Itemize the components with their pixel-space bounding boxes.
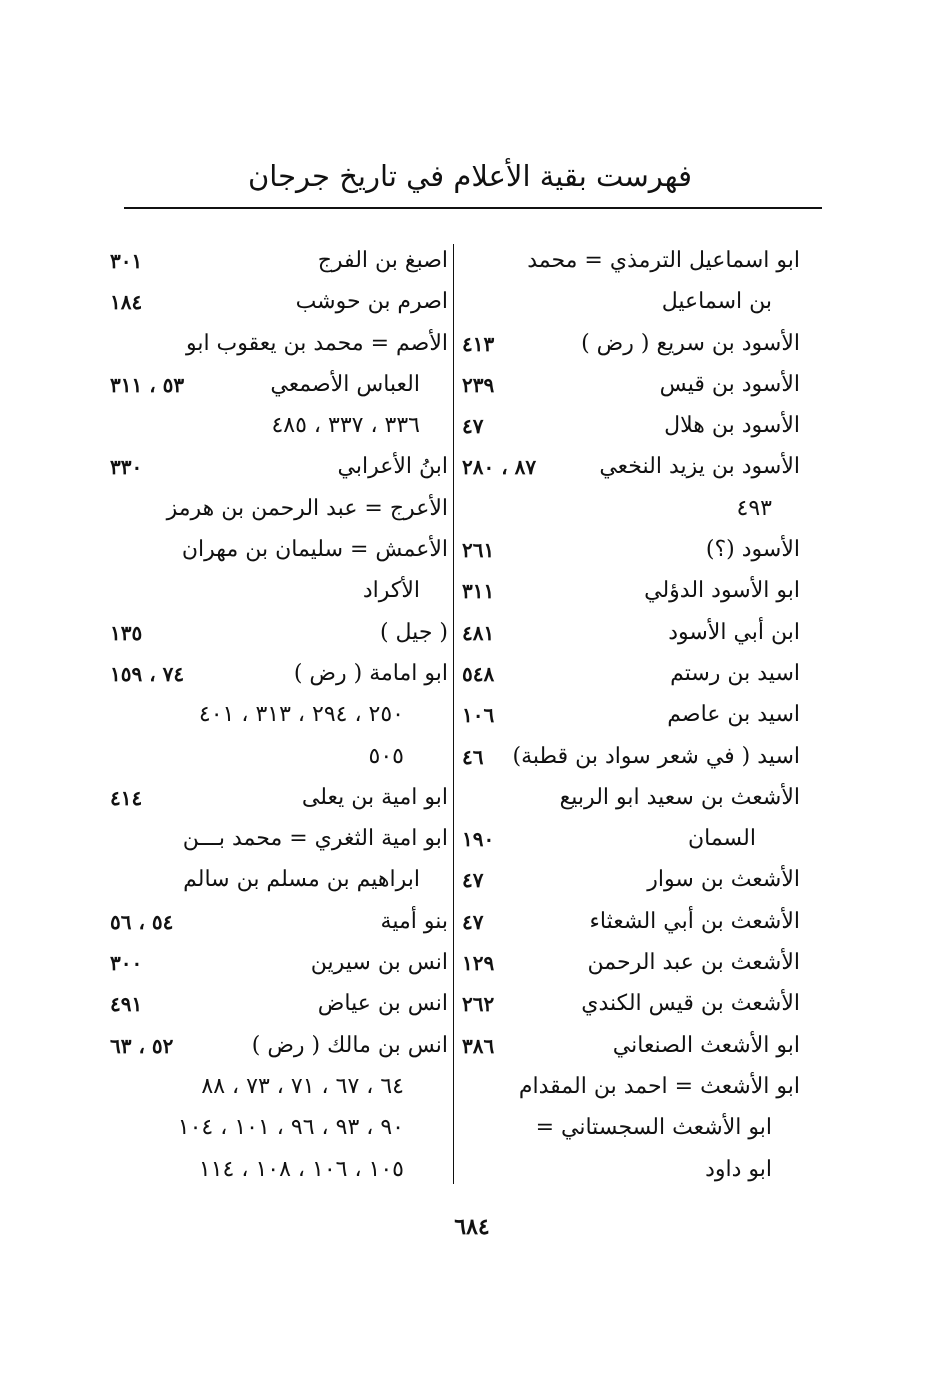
entry-page-refs: ٥٤ ، ٥٦ [110,909,174,934]
entry-name: الأشعث بن قيس الكندي [581,991,800,1017]
entry-name: ابو امية بن يعلى [301,784,448,810]
index-entry [462,568,800,609]
entry-page-refs: ٧٤ ، ١٥٩ [110,661,185,686]
index-entry [462,1147,800,1188]
entry-name: الأشعث بن سعيد ابو الربيع [559,784,800,810]
index-entry [462,403,800,444]
entry-page-refs: ٤١٣ [462,331,495,356]
entry-name: ٩٠ ، ٩٣ ، ٩٦ ، ١٠١ ، ١٠٤ [177,1115,404,1141]
index-entry [462,899,800,940]
index-entry [110,321,448,362]
entry-name: ابو امية الثغري = محمد بـــن [182,826,448,852]
index-entry [110,857,448,898]
entry-page-refs: ١٣٥ [110,620,143,645]
entry-page-refs: ٢٦٢ [462,992,495,1017]
index-entry [462,816,800,857]
entry-name: الأكراد [362,578,420,604]
entry-page-refs: ٢٣٩ [462,372,495,397]
entry-name: ابو الأسود الدؤلي [644,578,800,604]
index-entry [110,444,448,485]
entry-page-refs: ٣١١ [462,579,495,604]
entry-name: ابو داود [705,1156,772,1182]
entry-name: ابراهيم بن مسلم بن سالم [183,867,420,893]
entry-name: اصرم بن حوشب [295,289,448,315]
entry-name: انس بن عياض [317,991,448,1017]
entry-name: ٥٠٥ [368,743,404,769]
index-entry [462,1105,800,1146]
index-entry [462,857,800,898]
entry-name: اسيد ( في شعر سواد بن قطبة) [512,743,800,769]
entry-page-refs: ٣٣٠ [110,455,143,480]
index-entry [462,1064,800,1105]
index-entry [110,1023,448,1064]
entry-name: ( جيل ) [379,619,448,645]
index-entry [462,692,800,733]
entry-page-refs: ١٠٦ [462,703,495,728]
running-head-title: فهرست بقية الأعلام في تاريخ جرجان [247,159,693,193]
index-entry [110,238,448,279]
entry-name: ٢٥٠ ، ٢٩٤ ، ٣١٣ ، ٤٠١ [198,702,404,728]
entry-page-refs: ٢٦١ [462,538,495,563]
entry-page-refs: ٤١٤ [110,785,143,810]
index-entry [110,362,448,403]
entry-name: الأعرج = عبد الرحمن بن هرمز [166,495,448,521]
index-entry [462,940,800,981]
index-column-left [110,238,448,1188]
entry-name: اصبغ بن الفرج [317,248,448,273]
header-rule [124,207,822,209]
entry-name: انس بن سيرين [310,950,448,976]
index-entry [462,775,800,816]
entry-name: بنو أمية [380,908,448,934]
index-entry [462,362,800,403]
index-entry [462,981,800,1022]
entry-name: ابو الأشعث = احمد بن المقدام [518,1073,800,1099]
entry-page-refs: ٤٧ [462,868,484,893]
entry-name: ٤٩٣ [736,495,772,521]
entry-name: الأسود بن يزيد النخعي [599,454,800,480]
entry-name: ابو الأشعث الصنعاني [612,1032,800,1058]
entry-page-refs: ١٩٠ [462,827,495,852]
entry-page-refs: ٤٧ [462,414,484,439]
index-entry [462,238,800,279]
index-entry [462,321,800,362]
index-entry [110,940,448,981]
entry-page-refs: ٥٤٨ [462,661,495,686]
index-entry [110,651,448,692]
entry-name: اسيد بن رستم [670,660,800,686]
entry-name: ١٠٥ ، ١٠٦ ، ١٠٨ ، ١١٤ [198,1156,404,1182]
entry-page-refs: ١٨٤ [110,290,143,315]
entry-name: الأشعث بن سوار [647,867,800,893]
entry-name: اسيد بن عاصم [667,702,800,728]
index-entry [462,444,800,485]
index-entry [110,1105,448,1146]
entry-name: انس بن مالك ( رض ) [251,1032,448,1058]
entry-name: الأسود بن قيس [659,371,800,397]
index-entry [462,610,800,651]
entry-name: ابن أبي الأسود [668,619,800,645]
entry-page-refs: ٣٠٠ [110,951,143,976]
entry-name: الأسود بن سريع ( رض ) [581,330,800,356]
index-column-right [462,238,800,1188]
index-entry [110,692,448,733]
entry-name: الأسود (؟) [705,537,800,563]
entry-page-refs: ٣٠١ [110,249,143,273]
entry-name: العباس الأصمعي [270,371,420,397]
index-entry [110,1147,448,1188]
entry-name: الأشعث بن عبد الرحمن [587,950,800,976]
index-entry [110,775,448,816]
entry-name: الأشعث بن أبي الشعثاء [589,908,800,934]
index-entry [110,568,448,609]
entry-name: ٣٣٦ ، ٣٣٧ ، ٤٨٥ [271,413,420,439]
entry-page-refs: ٤٧ [462,909,484,934]
index-entry [462,527,800,568]
index-entry [110,610,448,651]
entry-name: ابو الأشعث السجستاني = [535,1115,772,1141]
entry-name: السمان [687,826,756,852]
entry-name: ابنُ الأعرابي [337,454,448,480]
index-entry [110,981,448,1022]
entry-page-refs: ١٢٩ [462,951,495,976]
index-entry [110,279,448,320]
entry-page-refs: ٨٧ ، ٢٨٠ [462,455,537,480]
index-entry [462,651,800,692]
entry-page-refs: ٤٩١ [110,992,143,1017]
entry-name: الأعمش = سليمان بن مهران [181,537,448,563]
index-entry [110,899,448,940]
entry-name: بن اسماعيل [661,289,772,315]
page-number: ٦٨٤ [454,1214,490,1240]
index-entry [110,486,448,527]
index-entry [462,279,800,320]
index-entry [110,527,448,568]
entry-page-refs: ٣٨٦ [462,1033,495,1058]
entry-page-refs: ٥٣ ، ٣١١ [110,372,185,397]
entry-name: الأسود بن هلال [664,413,800,439]
entry-page-refs: ٤٦ [462,744,484,769]
column-divider [453,244,454,1184]
index-entry [462,734,800,775]
index-entry [110,1064,448,1105]
index-entry [110,816,448,857]
entry-name: الأصم = محمد بن يعقوب ابو [185,330,448,356]
entry-name: ٦٤ ، ٦٧ ، ٧١ ، ٧٣ ، ٨٨ [201,1073,404,1099]
index-entry [110,734,448,775]
entry-name: ابو اسماعيل الترمذي = محمد [527,248,800,273]
entry-page-refs: ٤٨١ [462,620,495,645]
index-entry [110,403,448,444]
index-entry [462,1023,800,1064]
entry-name: ابو امامة ( رض ) [293,660,448,686]
entry-page-refs: ٥٢ ، ٦٣ [110,1033,174,1058]
index-entry [462,486,800,527]
